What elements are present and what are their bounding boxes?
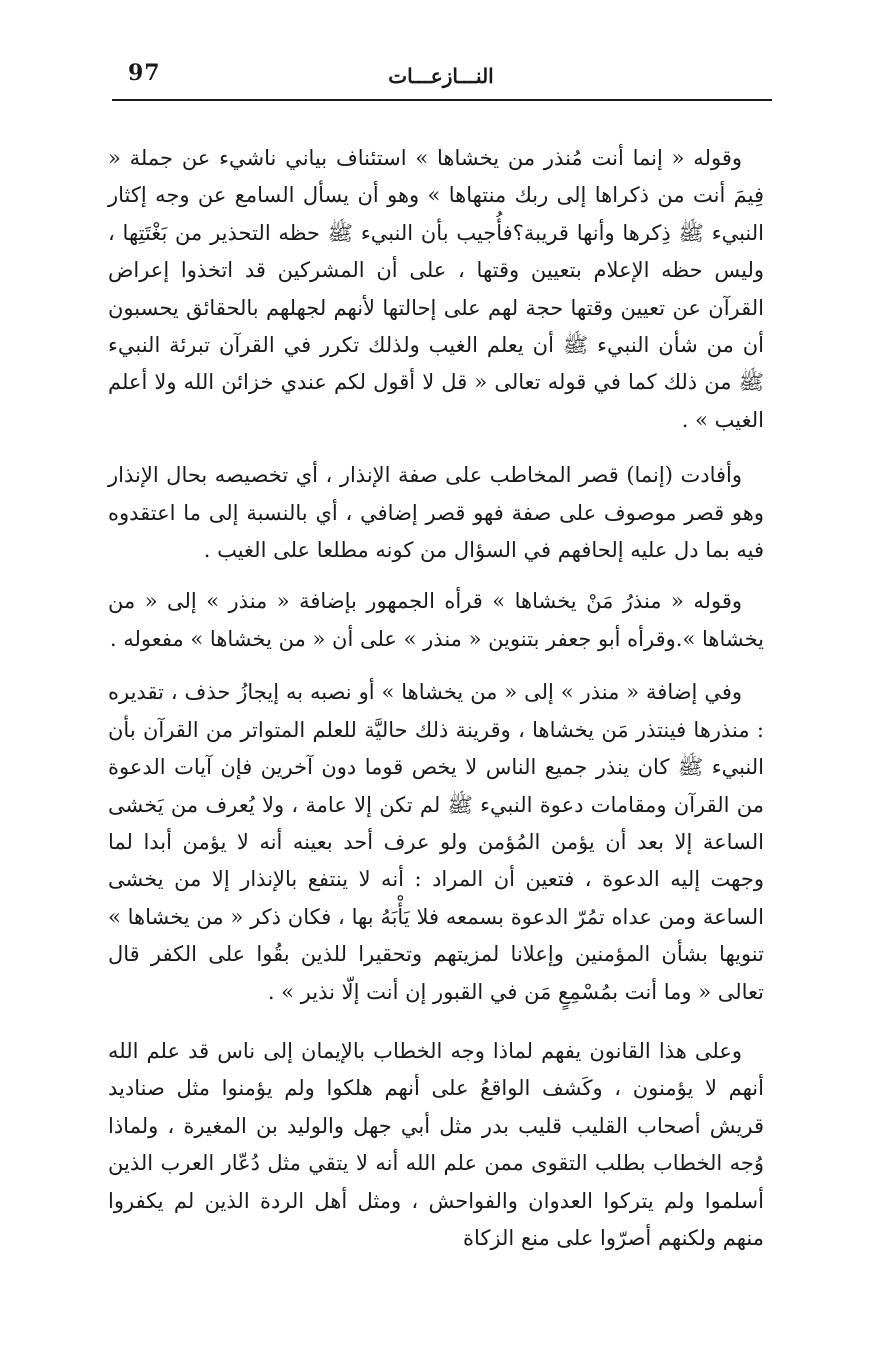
paragraph: وفي إضافة « منذر » إلى « من يخشاها » أو نصبه به إيجازُ حذف ، تقديره : منذرها فينتذر مَن يخشاها ، وقرينة ذلك حاليَّة للعلم المتواتر من القرآن بأن النبيء ﷺ كان ينذر جميع الناس لا يخص قوما دون آخرين فإن آيات الدعوة من القرآن ومقامات دعوة النبيء ﷺ لم تكن إلا عامة ، ولا يُعرف من يَخشى الساعة إلا بعد أن يؤمن المُؤمن ولو عرف أحد بعينه أنه لا يؤمن أبدا لما وجهت إليه الدعوة ، فتعين أن المراد : أنه لا ينتفع بالإنذار إلا من يخشى الساعة ومن عداه تمُرّ الدعوة بسمعه فلا يَأْبَهُ بها ، فكان ذكر « من يخشاها » تنويها بشأن المؤمنين وإعلانا لمزيتهم وتحقيرا للذين بقُوا على الكفر قال تعالى « وما أنت بمُسْمِعٍ مَن في القبور إن أنت إلّا نذير » . [108, 680, 764, 1004]
paragraph: وعلى هذا القانون يفهم لماذا وجه الخطاب بالإيمان إلى ناس قد علم الله أنهم لا يؤمنون ، وكَشف الواقعُ على أنهم هلكوا ولم يؤمنوا مثل صناديد قريش أصحاب القليب قليب بدر مثل أبي جهل والوليد بن المغيرة ، ولماذا وُجه الخطاب بطلب التقوى ممن علم الله أنه لا يتقي مثل دُعّار العرب الذين أسلموا ولم يتركوا العدوان والفواحش ، ومثل أهل الردة الذين لم يكفروا منهم ولكنهم أصرّوا على منع الزكاة [108, 1038, 764, 1250]
running-title: النـــازعـــات [388, 64, 494, 88]
paragraph: وأفادت (إنما) قصر المخاطب على صفة الإنذار ، أي تخصيصه بحال الإنذار وهو قصر موصوف على صفة فهو قصر إضافي ، أي بالنسبة إلى ما اعتقدوه فيه بما دل عليه إلحافهم في السؤال من كونه مطلعا على الغيب . [108, 463, 764, 563]
header-rule [112, 99, 772, 101]
page-number: 97 [128, 60, 161, 86]
page-header [112, 52, 770, 98]
paragraph: وقوله « إنما أنت مُنذر من يخشاها » استئناف بياني ناشيء عن جملة « فِيمَ أنت من ذكراها إلى ربك منتهاها » وهو أن يسأل السامع عن وجه إكثار النبيء ﷺ ذِكرها وأنها قريبة؟فأُجيب بأن النبيء ﷺ حظه التحذير من بَغْتَتِها ، وليس حظه الإعلام بتعيين وقتها ، على أن المشركين قد اتخذوا إعراض القرآن عن تعيين وقتها حجة لهم على إحالتها لأنهم لجهلهم بالحقائق يحسبون أن من شأن النبيء ﷺ أن يعلم الغيب ولذلك تكرر في القرآن تبرئة النبيء ﷺ من ذلك كما في قوله تعالى « قل لا أقول لكم عندي خزائن الله ولا أعلم الغيب » . [108, 146, 765, 432]
body-text [108, 140, 764, 1257]
paragraph: وقوله « منذرُ مَنْ يخشاها » قرأه الجمهور بإضافة « منذر » إلى « من يخشاها ».وقرأه أبو جعفر بتنوين « منذر » على أن « من يخشاها » مفعوله . [108, 589, 764, 651]
